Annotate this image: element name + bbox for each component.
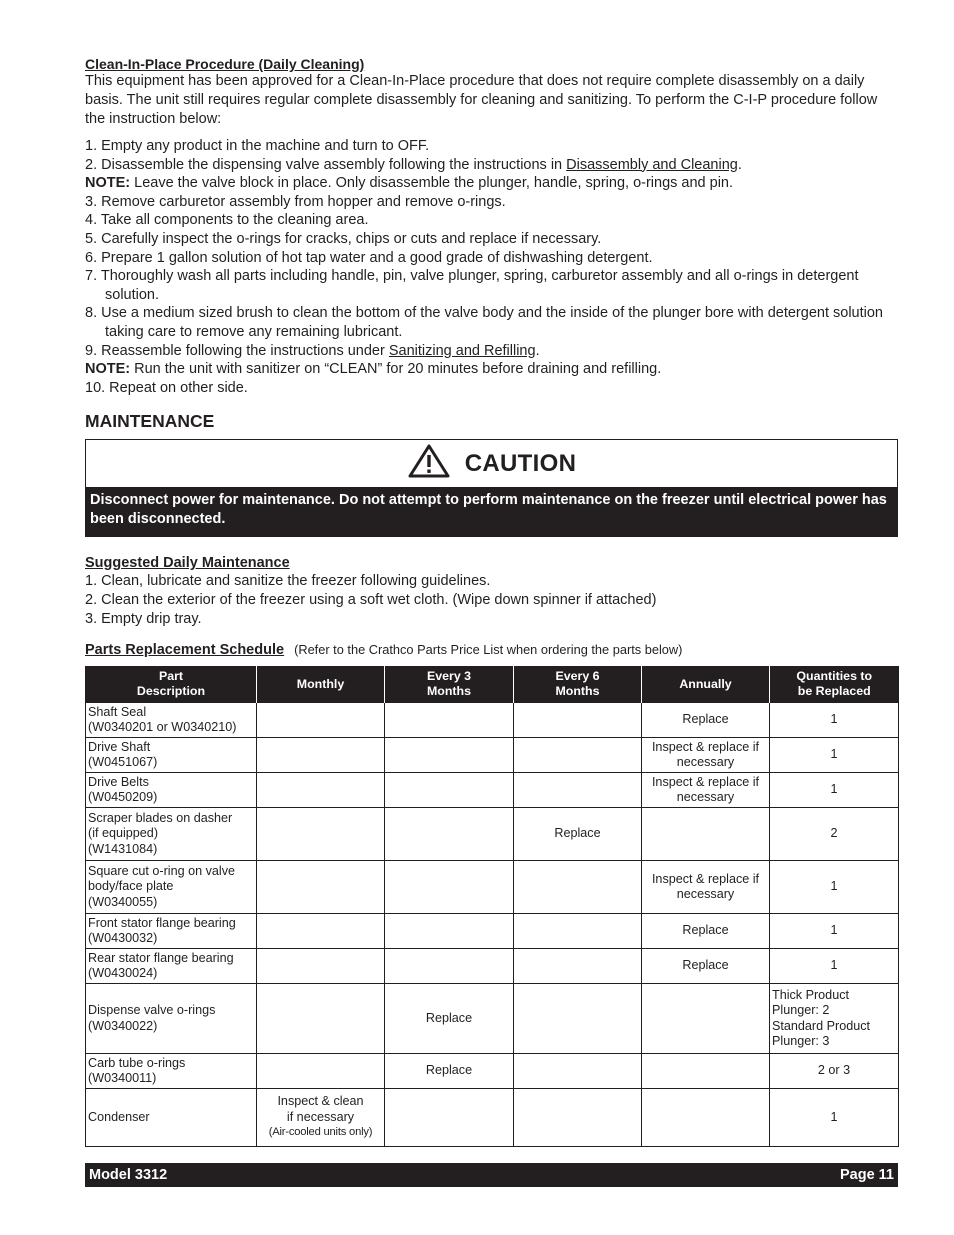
cell-line: Inspect & replace if — [651, 739, 760, 754]
cell-annually — [642, 984, 770, 1054]
cell-annually — [642, 808, 770, 861]
cell-every-6-months — [514, 861, 642, 914]
cell-part — [86, 1089, 257, 1147]
maintenance-heading: MAINTENANCE — [85, 411, 215, 432]
cell-every-6-months — [514, 738, 642, 773]
header-line: Every 6 — [555, 669, 600, 684]
cell-annually — [642, 914, 770, 949]
cell-annually — [642, 1054, 770, 1089]
cell-monthly — [257, 808, 385, 861]
cell-line: (W0340011) — [88, 1071, 157, 1086]
note-text: Run the unit with sanitizer on “CLEAN” for 20 minutes before draining and refilling. — [130, 361, 662, 378]
cip-step-7: 7. Thoroughly wash all parts including handle, pin, valve plunger, spring, carburetor assembly and all o-rings in detergent solution. — [85, 268, 859, 303]
cell-monthly — [257, 703, 385, 738]
table-row — [86, 914, 899, 949]
note-label: NOTE: — [85, 175, 131, 192]
cell-annually — [642, 773, 770, 808]
page-footer — [85, 1163, 898, 1187]
cell-line: Scraper blades on dasher — [88, 810, 233, 825]
header-every-6-months — [514, 666, 642, 703]
cell-line: necessary — [676, 755, 735, 770]
daily-maintenance-heading: Suggested Daily Maintenance — [85, 555, 290, 572]
cell-line: Square cut o-ring on valve — [88, 863, 236, 878]
cip-step-2-end: . — [737, 156, 742, 173]
cell-every-3-months — [385, 773, 514, 808]
cell-line: Replace — [554, 826, 601, 841]
header-line: Months — [426, 684, 472, 699]
cell-line: (W0340022) — [88, 1018, 158, 1033]
cell-quantity — [770, 861, 899, 914]
cell-part — [86, 914, 257, 949]
cip-step-9-end: . — [535, 342, 540, 359]
header-line: Monthly — [296, 676, 345, 691]
cell-line: 1 — [830, 782, 838, 797]
cell-every-3-months — [385, 984, 514, 1054]
cell-quantity — [770, 808, 899, 861]
list-item: 1. Clean, lubricate and sanitize the freezer following guidelines. — [85, 573, 491, 590]
cell-monthly — [257, 1054, 385, 1089]
page-number: Page 11 — [839, 1167, 894, 1183]
cell-line: (W0430024) — [88, 966, 158, 981]
cip-step-9-text: 9. Reassemble following the instructions under — [85, 342, 389, 359]
cell-every-3-months — [385, 703, 514, 738]
cell-part — [86, 808, 257, 861]
header-line: Every 3 — [426, 669, 472, 684]
caution-box — [85, 439, 898, 537]
cell-every-6-months — [514, 773, 642, 808]
caution-text: Disconnect power for maintenance. Do not attempt to perform maintenance on the freezer until electrical power has been disconnected. — [86, 487, 897, 536]
cell-line: Replace — [425, 1010, 473, 1025]
cell-line: Dispense valve o-rings — [88, 1003, 216, 1018]
page-content — [85, 56, 898, 1147]
cell-part — [86, 949, 257, 984]
cip-intro: This equipment has been approved for a Clean-In-Place procedure that does not require complete disassembly on a daily basis. The unit still requires regular complete disassembly for cleaning and sanitizing. To perform the C-I-P procedure follow the instruction below: — [85, 73, 878, 127]
table-row — [86, 738, 899, 773]
cell-quantity — [770, 984, 899, 1054]
header-line: Description — [136, 684, 206, 699]
cell-every-6-months — [514, 1054, 642, 1089]
table-row — [86, 949, 899, 984]
cell-line: if necessary — [286, 1109, 355, 1124]
cell-line: Standard Product — [772, 1018, 871, 1033]
cell-every-6-months — [514, 914, 642, 949]
cell-monthly — [257, 773, 385, 808]
cell-every-3-months — [385, 914, 514, 949]
cell-line: Plunger: 3 — [772, 1034, 830, 1049]
cell-annually — [642, 738, 770, 773]
cip-steps — [85, 137, 898, 397]
cip-note-1 — [85, 174, 898, 193]
cell-quantity — [770, 738, 899, 773]
cell-line: Inspect & clean — [277, 1094, 364, 1109]
cell-line: necessary — [676, 887, 735, 902]
list-item: 2. Clean the exterior of the freezer using a soft wet cloth. (Wipe down spinner if attached) — [85, 591, 657, 608]
cell-every-6-months — [514, 1089, 642, 1147]
cell-line: Replace — [682, 923, 729, 938]
cip-step-3: 3. Remove carburetor assembly from hopper and remove o-rings. — [85, 193, 506, 210]
cell-annually — [642, 861, 770, 914]
cell-line: Drive Shaft — [88, 739, 151, 754]
cell-line: (W0340055) — [88, 894, 158, 909]
header-line: Quantities to — [796, 669, 873, 684]
header-monthly — [257, 666, 385, 703]
cell-quantity — [770, 1089, 899, 1147]
cell-line: Rear stator flange bearing — [88, 950, 234, 965]
daily-maintenance-list — [85, 572, 898, 628]
cell-line: necessary — [676, 790, 735, 805]
list-item: 3. Empty drip tray. — [85, 610, 202, 627]
cip-step-2 — [85, 156, 898, 175]
cell-every-6-months — [514, 703, 642, 738]
cell-monthly — [257, 914, 385, 949]
cell-every-3-months — [385, 949, 514, 984]
cell-line: 1 — [830, 879, 838, 894]
cip-heading: Clean-In-Place Procedure (Daily Cleaning) — [85, 56, 365, 72]
warning-triangle-icon — [407, 443, 451, 484]
cip-step-1: 1. Empty any product in the machine and turn to OFF. — [85, 138, 430, 154]
cell-line: body/face plate — [88, 879, 174, 894]
cip-step-10: 10. Repeat on other side. — [85, 379, 248, 396]
cell-quantity — [770, 773, 899, 808]
cell-line: 1 — [830, 1109, 838, 1124]
cip-note-2 — [85, 360, 898, 379]
table-row — [86, 703, 899, 738]
cell-every-6-months — [514, 949, 642, 984]
cell-part — [86, 861, 257, 914]
cell-line: (W0340201 or W0340210) — [88, 720, 237, 735]
cell-line: Condenser — [88, 1109, 150, 1124]
cip-step-4: 4. Take all components to the cleaning area. — [85, 212, 369, 229]
cell-line: 1 — [830, 712, 838, 727]
cell-line: (W1431084) — [88, 841, 158, 856]
cell-quantity — [770, 703, 899, 738]
cell-every-3-months — [385, 1054, 514, 1089]
cell-line: 2 — [830, 826, 838, 841]
cell-line: (W0430032) — [88, 931, 158, 946]
cell-line: Shaft Seal — [88, 704, 147, 719]
cell-line: Plunger: 2 — [772, 1003, 830, 1018]
cell-monthly — [257, 984, 385, 1054]
cell-part — [86, 984, 257, 1054]
cell-line: Replace — [682, 958, 729, 973]
cell-every-3-months — [385, 808, 514, 861]
cell-line: (W0450209) — [88, 790, 158, 805]
cell-line: (if equipped) — [88, 826, 159, 841]
note-text: Leave the valve block in place. Only disassemble the plunger, handle, spring, o-rings and pin. — [130, 175, 734, 192]
cip-step-2-text: 2. Disassemble the dispensing valve assembly following the instructions in — [85, 156, 567, 173]
cell-line: 1 — [830, 747, 838, 762]
cell-part — [86, 738, 257, 773]
header-line: be Replaced — [797, 684, 871, 699]
cell-every-3-months — [385, 861, 514, 914]
cell-quantity — [770, 1054, 899, 1089]
cell-line: 1 — [830, 923, 838, 938]
cell-annually — [642, 1089, 770, 1147]
cell-line: Inspect & replace if — [651, 774, 760, 789]
cell-monthly — [257, 738, 385, 773]
parts-schedule-note: (Refer to the Crathco Parts Price List when ordering the parts below) — [294, 642, 683, 658]
cip-step-5: 5. Carefully inspect the o-rings for cracks, chips or cuts and replace if necessary. — [85, 230, 602, 247]
cell-note: (Air-cooled units only) — [268, 1126, 373, 1139]
cell-annually — [642, 949, 770, 984]
cell-every-3-months — [385, 1089, 514, 1147]
table-body — [86, 703, 899, 1147]
cell-part — [86, 773, 257, 808]
cell-line: Carb tube o-rings — [88, 1055, 186, 1070]
cell-monthly — [257, 1089, 385, 1147]
cell-every-6-months — [514, 984, 642, 1054]
header-quantities — [770, 666, 899, 703]
cell-part — [86, 703, 257, 738]
cell-line: Replace — [425, 1063, 473, 1078]
header-annually — [642, 666, 770, 703]
table-row — [86, 808, 899, 861]
cip-step-8: 8. Use a medium sized brush to clean the bottom of the valve body and the inside of the plunger bore with detergent solution taking care to remove any remaining lubricant. — [85, 305, 883, 340]
table-row — [86, 1054, 899, 1089]
parts-replacement-table — [85, 666, 899, 1147]
caution-title: CAUTION — [464, 449, 577, 477]
cell-line: 1 — [830, 958, 838, 973]
header-line: Part — [158, 669, 184, 684]
cell-line: Replace — [682, 712, 729, 727]
cell-line: (W0451067) — [88, 755, 158, 770]
table-header-row — [86, 666, 899, 703]
header-part-description — [86, 666, 257, 703]
cell-annually — [642, 703, 770, 738]
cell-every-6-months — [514, 808, 642, 861]
table-row — [86, 984, 899, 1054]
cell-line: Thick Product — [772, 987, 849, 1002]
cell-monthly — [257, 949, 385, 984]
header-every-3-months — [385, 666, 514, 703]
sanitizing-link[interactable]: Sanitizing and Refilling — [388, 342, 536, 359]
cell-line: 2 or 3 — [817, 1063, 851, 1078]
cell-quantity — [770, 914, 899, 949]
cell-every-3-months — [385, 738, 514, 773]
cell-line: Front stator flange bearing — [88, 915, 236, 930]
model-label: Model 3312 — [89, 1167, 168, 1183]
caution-header — [86, 440, 897, 487]
disassembly-link[interactable]: Disassembly and Cleaning — [566, 156, 738, 173]
cell-line: Drive Belts — [88, 774, 149, 789]
cell-quantity — [770, 949, 899, 984]
table-row — [86, 773, 899, 808]
cip-step-6: 6. Prepare 1 gallon solution of hot tap water and a good grade of dishwashing detergent. — [85, 249, 653, 266]
header-line: Months — [555, 684, 600, 699]
cell-monthly — [257, 861, 385, 914]
parts-schedule-title — [85, 642, 898, 658]
table-row — [86, 1089, 899, 1147]
table-row — [86, 861, 899, 914]
note-label: NOTE: — [85, 361, 131, 378]
parts-schedule-heading: Parts Replacement Schedule — [85, 642, 285, 659]
cip-step-9 — [85, 342, 898, 361]
cell-line: Inspect & replace if — [651, 871, 760, 886]
header-line: Annually — [679, 676, 732, 691]
cell-part — [86, 1054, 257, 1089]
